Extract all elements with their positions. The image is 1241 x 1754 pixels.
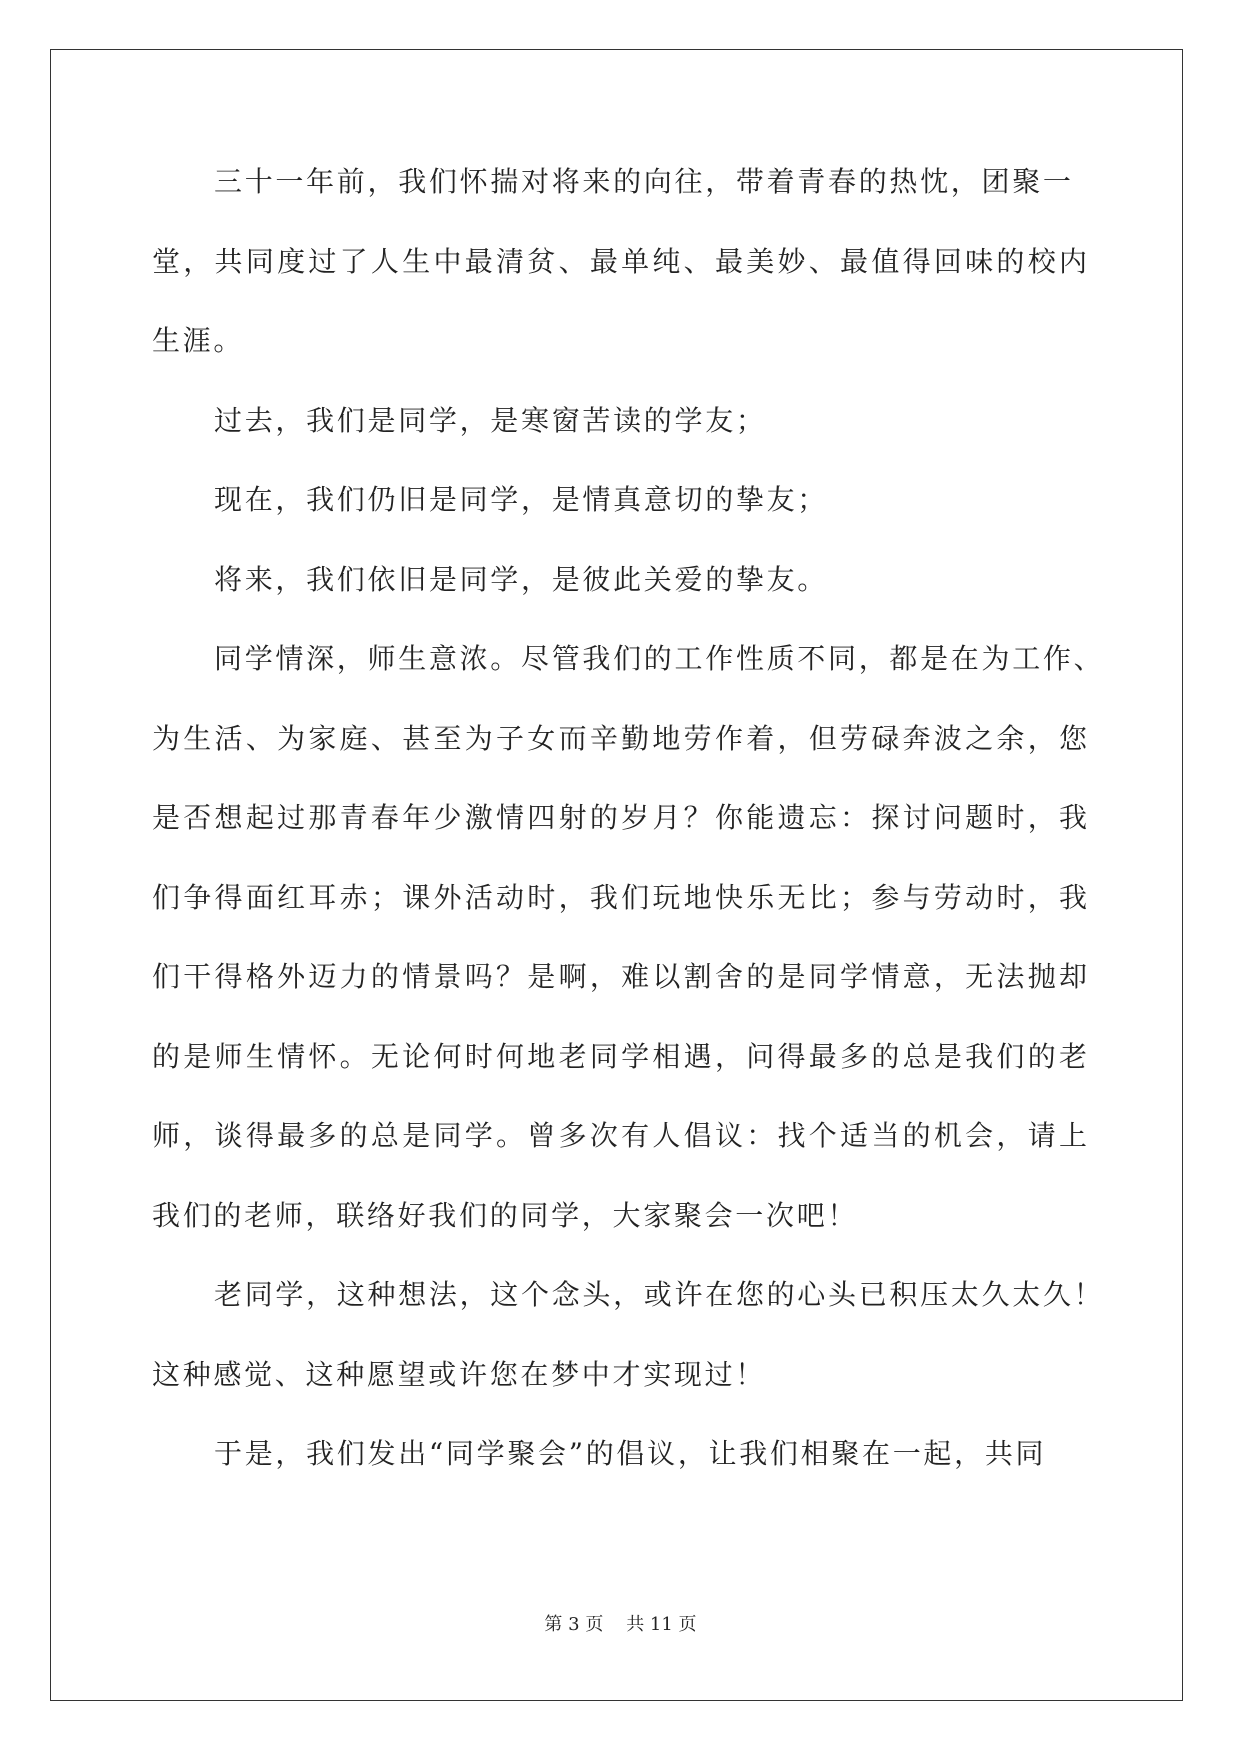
text-line: 现在，我们仍旧是同学，是情真意切的挚友； bbox=[214, 483, 829, 516]
text-line: 是否想起过那青春年少激情四射的岁月？你能遗忘：探讨问题时，我 bbox=[152, 801, 1087, 834]
text-line: 同学情深，师生意浓。尽管我们的工作性质不同，都是在为工作、 bbox=[214, 642, 1105, 675]
text-line: 将来，我们依旧是同学，是彼此关爱的挚友。 bbox=[214, 562, 829, 596]
text-line: 于是，我们发出“同学聚会”的倡议，让我们相聚在一起，共同 bbox=[214, 1437, 1047, 1470]
text-line: 堂，共同度过了人生中最清贫、最单纯、最美妙、最值得回味的校内 bbox=[152, 244, 1087, 278]
text-line: 我们的老师，联络好我们的同学，大家聚会一次吧！ bbox=[152, 1198, 859, 1232]
text-line: 们争得面红耳赤；课外活动时，我们玩地快乐无比；参与劳动时，我 bbox=[152, 880, 1087, 914]
text-line: 三十一年前，我们怀揣对将来的向往，带着青春的热忱，团聚一 bbox=[214, 165, 1074, 198]
page-number: 第 3 页 共 11 页 bbox=[544, 1614, 697, 1635]
text-line: 老同学，这种想法，这个念头，或许在您的心头已积压太久太久！ bbox=[214, 1278, 1105, 1311]
text-line: 的是师生情怀。无论何时何地老同学相遇，问得最多的总是我们的老 bbox=[152, 1039, 1087, 1073]
document-body bbox=[152, 157, 1105, 1509]
text-line: 们干得格外迈力的情景吗？是啊，难以割舍的是同学情意，无法抛却 bbox=[152, 960, 1087, 993]
text-line: 过去，我们是同学，是寒窗苦读的学友； bbox=[214, 403, 767, 437]
page-footer bbox=[0, 1610, 1241, 1636]
text-line: 生涯。 bbox=[152, 324, 245, 357]
text-line: 这种感觉、这种愿望或许您在梦中才实现过！ bbox=[152, 1357, 767, 1391]
text-line: 为生活、为家庭、甚至为子女而辛勤地劳作着，但劳碌奔波之余，您 bbox=[152, 721, 1087, 755]
text-line: 师，谈得最多的总是同学。曾多次有人倡议：找个适当的机会，请上 bbox=[152, 1119, 1087, 1152]
